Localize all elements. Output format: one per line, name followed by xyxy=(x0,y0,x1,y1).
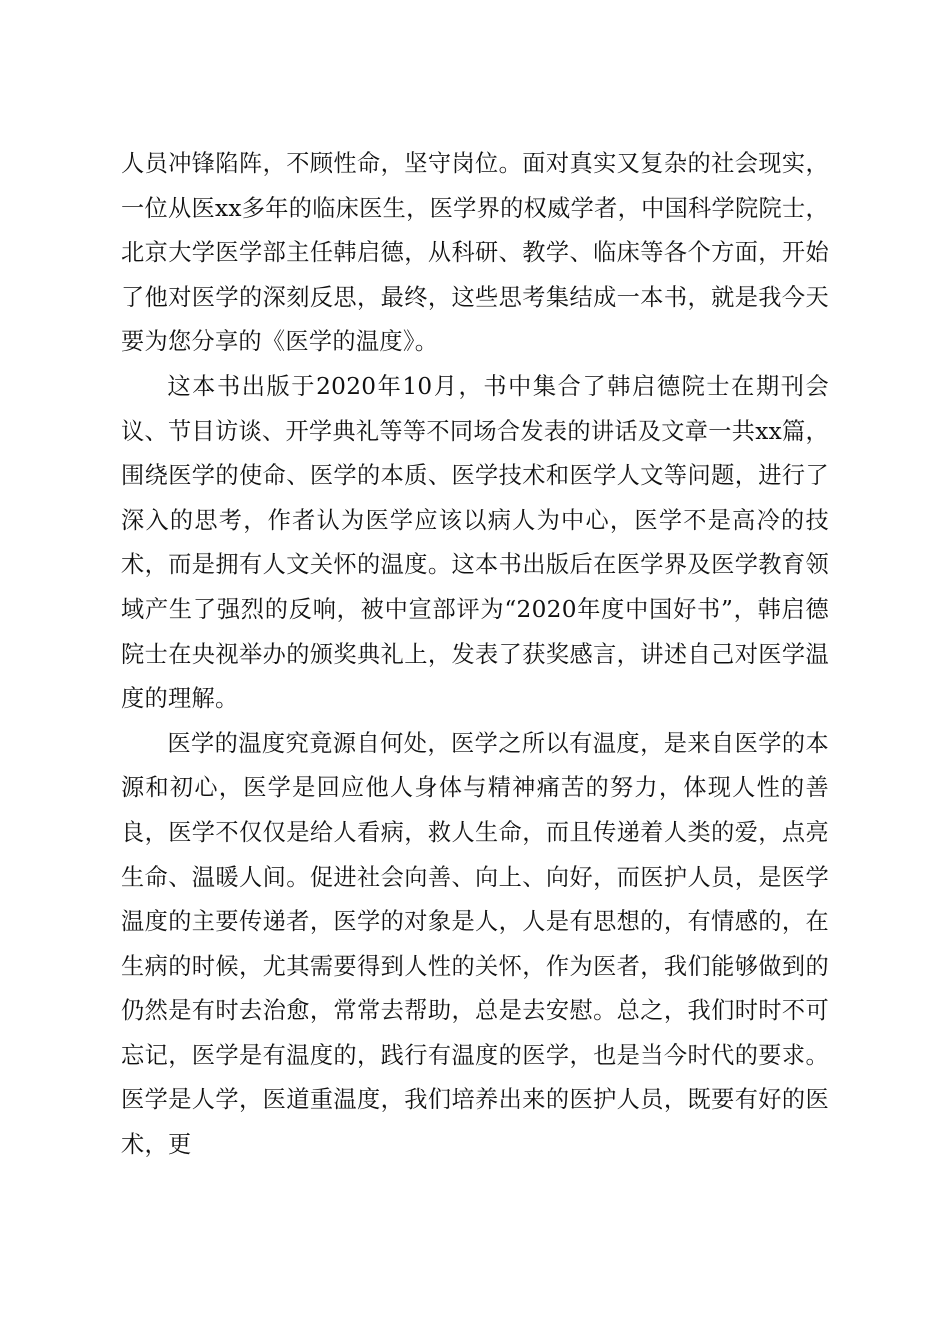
paragraph-2: 这本书出版于2020年10月，书中集合了韩启德院士在期刊会议、节目访谈、开学典礼等等不同场合发表的讲话及文章一共xx篇，围绕医学的使命、医学的本质、医学技术和医学人文等问题，进行了深入的思考，作者认为医学应该以病人为中心，医学不是高冷的技术，而是拥有人文关怀的温度。这本书出版后在医学界及医学教育领域产生了强烈的反响，被中宣部评为“2020年度中国好书”，韩启德院士在央视举办的颁奖典礼上，发表了获奖感言，讲述自己对医学温度的理解。 xyxy=(121,372,829,713)
document-body xyxy=(121,142,829,1168)
paragraph-3: 医学的温度究竟源自何处，医学之所以有温度，是来自医学的本源和初心，医学是回应他人身体与精神痛苦的努力，体现人性的善良，医学不仅仅是给人看病，救人生命，而且传递着人类的爱，点亮生命、温暖人间。促进社会向善、向上、向好，而医护人员，是医学温度的主要传递者，医学的对象是人，人是有思想的，有情感的，在生病的时候，尤其需要得到人性的关怀，作为医者，我们能够做到的仍然是有时去治愈，常常去帮助，总是去安慰。总之，我们时时不可忘记，医学是有温度的，践行有温度的医学，也是当今时代的要求。医学是人学，医道重温度，我们培养出来的医护人员，既要有好的医术，更 xyxy=(121,729,829,1159)
paragraph-1: 人员冲锋陷阵，不顾性命，坚守岗位。面对真实又复杂的社会现实，一位从医xx多年的临床医生，医学界的权威学者，中国科学院院士，北京大学医学部主任韩启德，从科研、教学、临床等各个方面，开始了他对医学的深刻反思，最终，这些思考集结成一本书，就是我今天要为您分享的《医学的温度》。 xyxy=(121,150,829,356)
